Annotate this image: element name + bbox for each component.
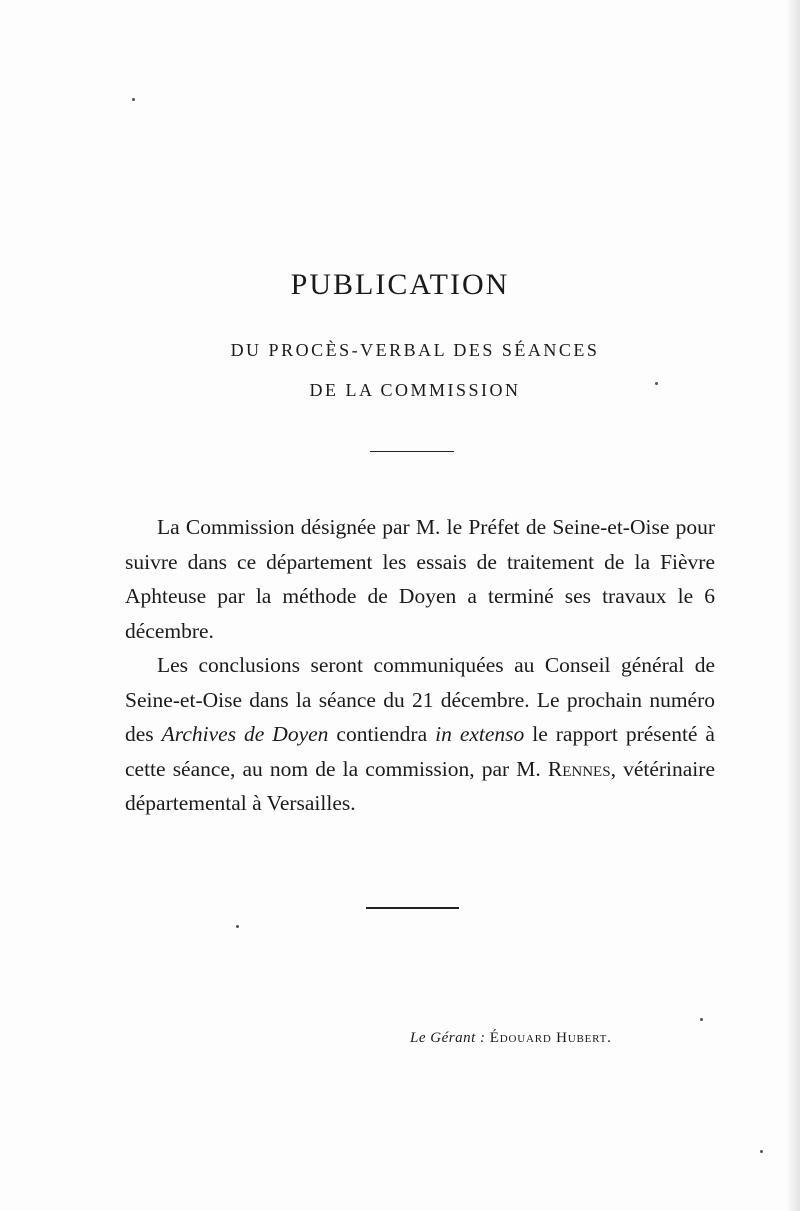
closing-divider — [366, 907, 459, 909]
paragraph-2-part-1: Les conclusions seront communiquées au Conseil général de Seine-et-Oise dans la séance du 21 décembre. Le prochain numéro des — [125, 653, 715, 746]
reporter-name: Rennes — [547, 756, 611, 781]
page-edge-shadow — [786, 0, 800, 1211]
paragraph-2 — [125, 648, 715, 821]
page-title: PUBLICATION — [290, 268, 510, 301]
paragraph-2-part-4: , vétérinaire départemental à Versailles. — [125, 756, 715, 815]
scan-speck — [132, 98, 135, 101]
signature — [410, 1030, 670, 1047]
latin-phrase: in extenso — [435, 722, 525, 746]
paragraph-1-text: La Commission désignée par M. le Préfet de Seine-et-Oise pour suivre dans ce département les essais de traitement de la Fièvre Aphteuse par la méthode de Doyen a terminé ses travaux le 6 décembre. — [125, 515, 715, 643]
scan-speck — [655, 382, 658, 385]
paragraph-2-part-3: le rapport présenté à cette séance, au nom de la commission, par M. — [125, 722, 715, 781]
paragraph-1 — [125, 510, 715, 648]
signature-name: Édouard Hubert. — [489, 1030, 612, 1046]
scan-speck — [760, 1150, 763, 1153]
paragraph-2-text — [125, 648, 715, 821]
title-divider — [370, 451, 454, 452]
subtitle-line-1: DU PROCÈS-VERBAL DES SÉANCES — [230, 340, 600, 360]
journal-title: Archives de Doyen — [161, 722, 329, 746]
paragraph-2-part-2: contiendra — [328, 722, 436, 746]
scan-speck — [700, 1018, 703, 1021]
scan-speck — [236, 925, 239, 928]
signature-role: Le Gérant : — [410, 1030, 486, 1046]
subtitle-line-2: DE LA COMMISSION — [309, 380, 521, 400]
